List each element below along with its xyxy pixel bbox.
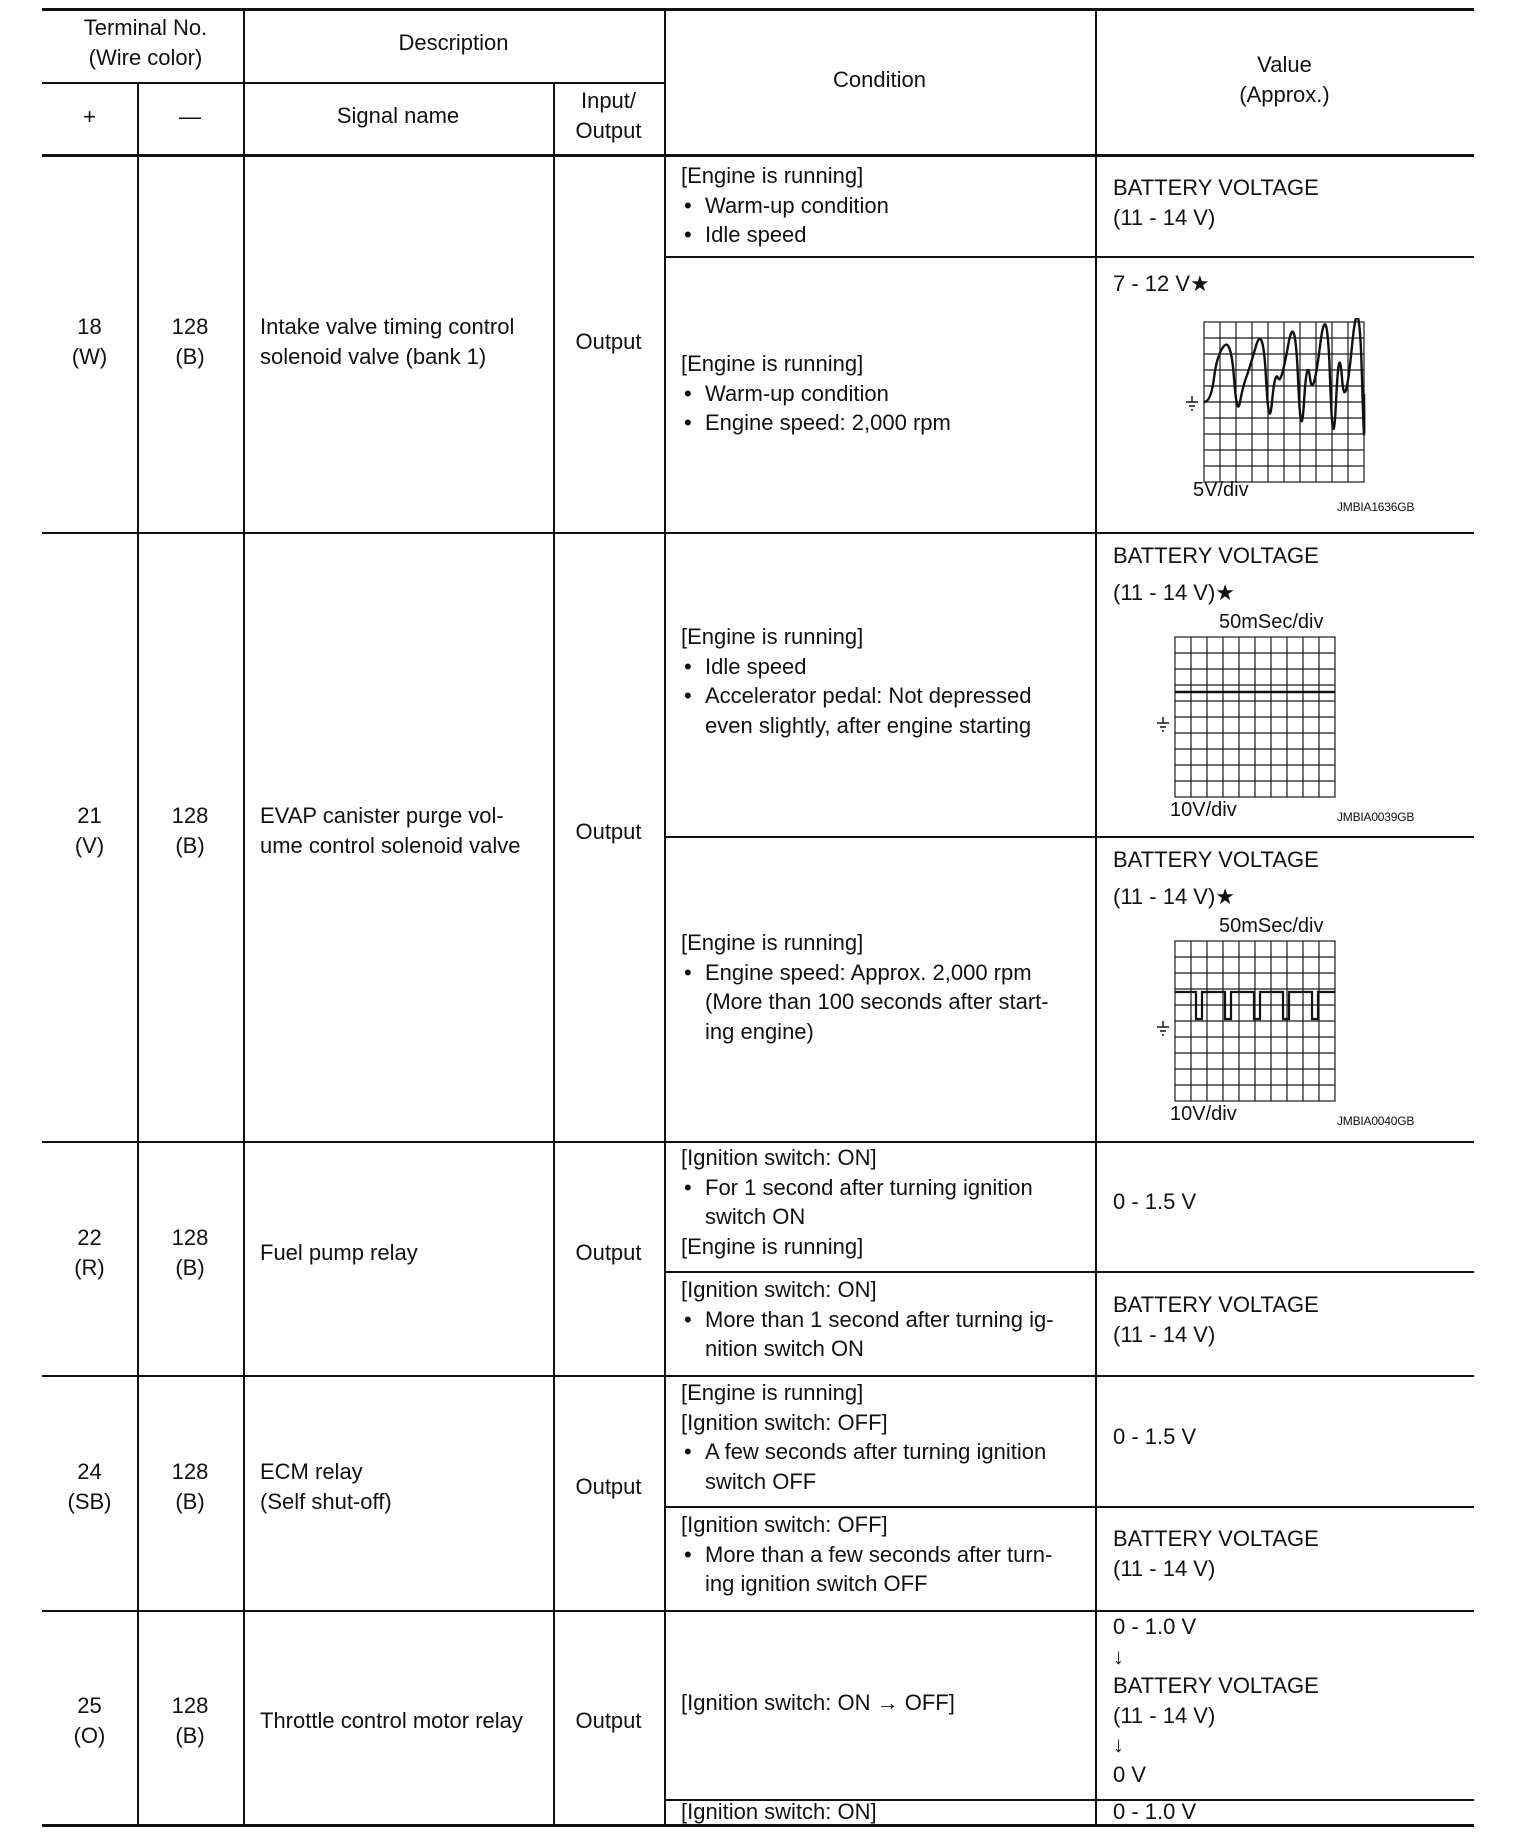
timebase-21-2: 50mSec/div — [1219, 915, 1324, 937]
terminal-plus-25: 25 (O) — [73, 1693, 106, 1748]
figure-code-21-2: JMBIA0040GB — [1337, 1114, 1415, 1128]
io-18: Output — [575, 329, 642, 354]
header-input-output: Input/ Output — [575, 88, 642, 143]
row-divider-22 — [42, 1375, 1474, 1377]
header-description: Description — [398, 30, 509, 55]
signal-name-22: Fuel pump relay — [260, 1240, 418, 1265]
io-25: Output — [575, 1708, 642, 1733]
waveform-scale-18: 5V/div — [1193, 479, 1249, 501]
header-condition: Condition — [833, 67, 926, 92]
timebase-21-1: 50mSec/div — [1219, 611, 1324, 633]
waveform-scale-21-2: 10V/div — [1170, 1103, 1237, 1125]
value-25-2: 0 - 1.0 V — [1113, 1799, 1197, 1824]
condition-18-2: [Engine is running] • Warm-up condition • Engine speed: 2,000 rpm — [681, 349, 951, 438]
value-25-1: 0 - 1.0 V ↓ BATTERY VOLTAGE (11 - 14 V) ↓ 0 V — [1113, 1614, 1319, 1787]
waveform-pulse-21 — [1148, 937, 1338, 1105]
value-21-2: BATTERY VOLTAGE (11 - 14 V)★ — [1113, 847, 1319, 909]
io-21: Output — [575, 819, 642, 844]
value-21-1: BATTERY VOLTAGE (11 - 14 V)★ — [1113, 543, 1319, 605]
subrow-divider-24 — [664, 1506, 1474, 1508]
terminal-plus-24: 24 (SB) — [67, 1459, 112, 1514]
signal-name-24: ECM relay (Self shut-off) — [260, 1459, 392, 1514]
value-24-2: BATTERY VOLTAGE (11 - 14 V) — [1113, 1526, 1319, 1581]
condition-21-2: [Engine is running] • Engine speed: Approx. 2,000 rpm (More than 100 seconds after start- ing engine) — [681, 928, 1049, 1046]
terminal-plus-21: 21 (V) — [74, 803, 105, 858]
header-divider-upper — [42, 82, 664, 84]
table-top-border — [42, 8, 1474, 11]
condition-25-2: [Ignition switch: ON] — [681, 1799, 877, 1824]
io-22: Output — [575, 1240, 642, 1265]
condition-24-2: [Ignition switch: OFF] • More than a few seconds after turn- ing ignition switch OFF — [681, 1510, 1052, 1599]
signal-name-18: Intake valve timing control solenoid valve (bank 1) — [260, 314, 515, 369]
terminal-minus-22: 128 (B) — [171, 1225, 209, 1280]
header-signal-name: Signal name — [336, 103, 460, 128]
value-22-1: 0 - 1.5 V — [1113, 1189, 1197, 1214]
value-18-2: 7 - 12 V★ — [1113, 271, 1210, 296]
terminal-minus-21: 128 (B) — [171, 803, 209, 858]
waveform-scale-21-1: 10V/div — [1170, 799, 1237, 821]
col-divider-condition — [664, 8, 666, 1825]
header-bottom-border — [42, 154, 1474, 157]
header-plus: + — [83, 104, 96, 129]
condition-24-1: [Engine is running] [Ignition switch: OFF] • A few seconds after turning ignition switch OFF — [681, 1378, 1046, 1496]
waveform-sine-18 — [1178, 318, 1378, 493]
subrow-divider-18 — [664, 256, 1474, 258]
condition-22-2: [Ignition switch: ON] • More than 1 second after turning ig- nition switch ON — [681, 1275, 1054, 1364]
subrow-divider-21 — [664, 836, 1474, 838]
terminal-minus-18: 128 (B) — [171, 314, 209, 369]
col-divider-value — [1095, 8, 1097, 1825]
terminal-minus-25: 128 (B) — [171, 1693, 209, 1748]
condition-18-1: [Engine is running] • Warm-up condition • Idle speed — [681, 161, 889, 250]
value-18-1: BATTERY VOLTAGE (11 - 14 V) — [1113, 175, 1319, 230]
value-24-1: 0 - 1.5 V — [1113, 1424, 1197, 1449]
header-minus: — — [179, 104, 201, 129]
header-terminal-no: Terminal No. (Wire color) — [83, 15, 208, 70]
terminal-minus-24: 128 (B) — [171, 1459, 209, 1514]
condition-21-1: [Engine is running] • Idle speed • Accelerator pedal: Not depressed even slightly, after engine starting — [681, 622, 1032, 740]
terminal-plus-18: 18 (W) — [71, 314, 108, 369]
io-24: Output — [575, 1474, 642, 1499]
signal-name-21: EVAP canister purge vol- ume control solenoid valve — [260, 803, 521, 858]
row-divider-18 — [42, 532, 1474, 534]
header-value: Value (Approx.) — [1239, 52, 1330, 107]
figure-code-21-1: JMBIA0039GB — [1337, 810, 1415, 824]
signal-name-25: Throttle control motor relay — [260, 1708, 523, 1733]
col-divider-signal — [243, 8, 245, 1825]
figure-code-18: JMBIA1636GB — [1337, 500, 1415, 514]
condition-25-1: [Ignition switch: ON → OFF] — [681, 1690, 955, 1715]
waveform-flat-21 — [1148, 633, 1338, 801]
terminal-plus-22: 22 (R) — [74, 1225, 105, 1280]
subrow-divider-22 — [664, 1271, 1474, 1273]
condition-22-1: [Ignition switch: ON] • For 1 second after turning ignition switch ON [Engine is running] — [681, 1143, 1033, 1261]
value-22-2: BATTERY VOLTAGE (11 - 14 V) — [1113, 1292, 1319, 1347]
